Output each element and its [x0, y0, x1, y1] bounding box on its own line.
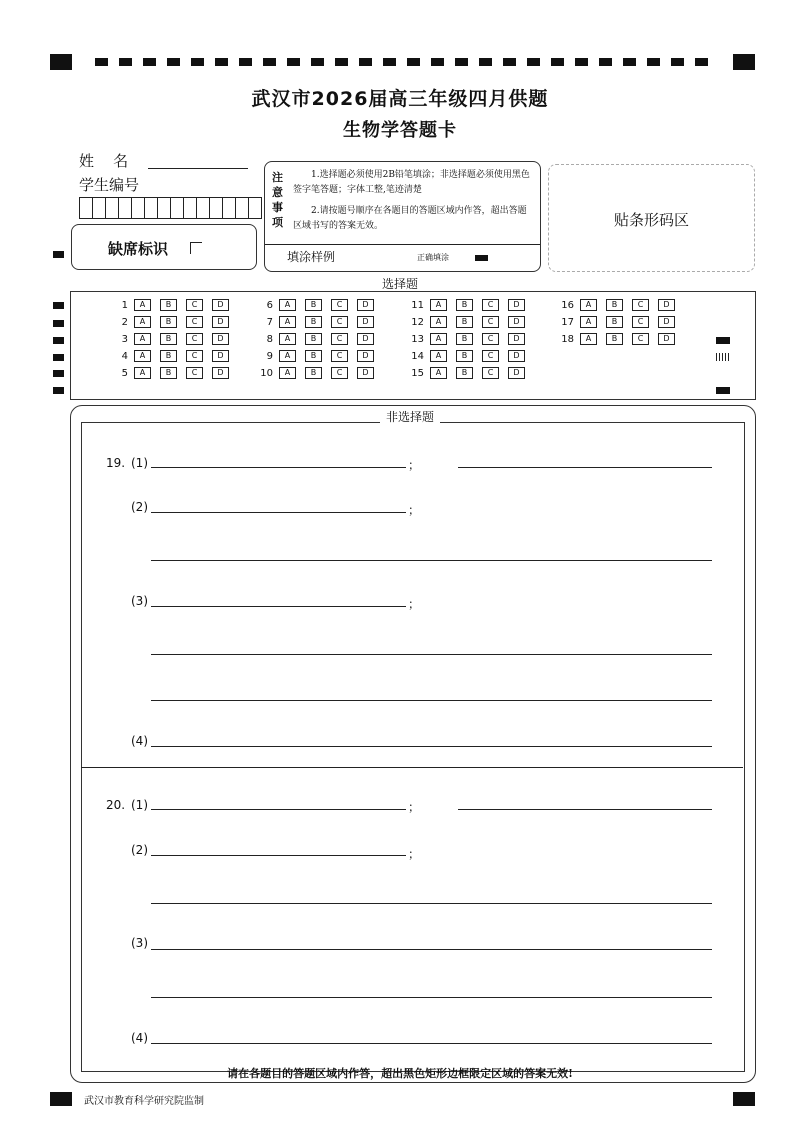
mc-option-bubble[interactable]: C [331, 333, 348, 345]
timing-mark-left [53, 387, 64, 394]
mc-question-row [406, 316, 534, 328]
timing-dash [95, 58, 108, 66]
mc-option-bubble[interactable]: C [331, 350, 348, 362]
mc-option-bubble[interactable]: B [606, 333, 623, 345]
mc-option-bubble[interactable]: C [482, 367, 499, 379]
mc-question-row [110, 367, 238, 379]
q20-part-4-answer[interactable] [151, 1043, 712, 1044]
mc-question-row [556, 299, 684, 311]
timing-dash [287, 58, 300, 66]
semicolon: ； [408, 597, 421, 611]
mc-option-bubble[interactable]: D [212, 299, 229, 311]
mc-option-bubble[interactable]: D [357, 316, 374, 328]
mc-option-bubble[interactable]: D [658, 316, 675, 328]
timing-dash [311, 58, 324, 66]
mc-question-row [110, 316, 238, 328]
q19-number: 19. [106, 456, 126, 470]
timing-dash [647, 58, 660, 66]
mc-option-bubble[interactable]: B [160, 299, 177, 311]
timing-mark-left [53, 320, 64, 327]
mc-question-number: 3 [121, 333, 128, 345]
timing-dash [455, 58, 468, 66]
mc-option-bubble[interactable]: D [658, 299, 675, 311]
timing-dash [167, 58, 180, 66]
mc-question-row [406, 367, 534, 379]
mc-option-bubble[interactable]: B [305, 299, 322, 311]
timing-dash [575, 58, 588, 66]
mc-option-bubble[interactable]: A [134, 299, 151, 311]
q19-part-1-answer-a[interactable] [151, 467, 406, 468]
timing-mark-right [716, 387, 730, 394]
mc-option-bubble[interactable]: D [508, 316, 525, 328]
timing-dash [479, 58, 492, 66]
q19-part-1-label: (1) [131, 456, 148, 470]
mc-option-bubble[interactable]: A [430, 333, 447, 345]
mc-option-bubble[interactable]: C [482, 299, 499, 311]
mc-question-row [255, 350, 383, 362]
mc-option-bubble[interactable]: C [331, 299, 348, 311]
id-digit-cell[interactable] [93, 198, 106, 218]
notice-side-label [272, 170, 286, 230]
notice-char: 意 [272, 186, 283, 199]
mc-option-bubble[interactable]: C [632, 333, 649, 345]
id-digit-cell[interactable] [132, 198, 145, 218]
mc-option-bubble[interactable]: B [160, 316, 177, 328]
id-digit-cell[interactable] [184, 198, 197, 218]
q-divider [81, 767, 743, 768]
timing-dash [695, 58, 708, 66]
timing-mark-left [53, 337, 64, 344]
mc-option-bubble[interactable]: A [279, 316, 296, 328]
correct-fill-sample [475, 255, 488, 261]
q20-number: 20. [106, 798, 126, 812]
issuer-label: 武汉市教育科学研究院监制 [84, 1096, 204, 1107]
mc-question-row [255, 299, 383, 311]
timing-dash [119, 58, 132, 66]
mc-option-bubble[interactable]: B [160, 350, 177, 362]
mc-question-number: 10 [260, 367, 273, 379]
mc-option-bubble[interactable]: B [305, 333, 322, 345]
timing-mark-bottom-right [733, 1092, 755, 1106]
mc-option-bubble[interactable]: B [456, 316, 473, 328]
id-digit-cell[interactable] [236, 198, 249, 218]
mc-option-bubble[interactable]: A [430, 350, 447, 362]
mc-question-row [406, 299, 534, 311]
student-id-grid[interactable] [79, 197, 262, 219]
mc-question-number: 9 [266, 350, 273, 362]
mc-question-row [110, 299, 238, 311]
mc-question-number: 7 [266, 316, 273, 328]
timing-mark-right [716, 337, 730, 344]
semicolon: ； [408, 800, 421, 814]
free-response-inner-box [81, 422, 745, 1072]
timing-dash [359, 58, 372, 66]
mc-option-bubble[interactable]: B [606, 299, 623, 311]
mc-question-number: 8 [266, 333, 273, 345]
timing-dash [239, 58, 252, 66]
q19-part-1-answer-b[interactable] [458, 467, 712, 468]
absent-label: 缺席标识 [108, 240, 169, 258]
mc-question-number: 5 [121, 367, 128, 379]
notice-char: 项 [272, 216, 283, 229]
mc-question-row [255, 333, 383, 345]
mc-question-number: 1 [121, 299, 128, 311]
mc-question-number: 14 [411, 350, 424, 362]
absent-mark-box [71, 224, 257, 270]
mc-option-bubble[interactable]: A [580, 299, 597, 311]
name-label: 姓 名 [79, 152, 129, 170]
q19-part-3-answer-c[interactable] [151, 700, 712, 701]
id-digit-cell[interactable] [171, 198, 184, 218]
mc-option-bubble[interactable]: D [212, 350, 229, 362]
timing-mark-top-right [733, 54, 755, 70]
mc-option-bubble[interactable]: D [508, 350, 525, 362]
mc-question-row [110, 350, 238, 362]
semicolon: ； [408, 847, 421, 861]
mc-option-bubble[interactable]: D [658, 333, 675, 345]
notice-rule-2: 2.请按题号顺序在各题目的答题区域内作答，超出答题区域书写的答案无效。 [293, 206, 527, 231]
mc-question-row [255, 316, 383, 328]
mc-question-row [110, 333, 238, 345]
mc-option-bubble[interactable]: C [186, 299, 203, 311]
q20-part-1-answer-a[interactable] [151, 809, 406, 810]
q20-part-2-answer-a[interactable] [151, 855, 406, 856]
name-field[interactable] [148, 168, 248, 169]
q20-part-2-answer-b[interactable] [151, 903, 712, 904]
subject-title: 生物学答题卡 [343, 120, 457, 141]
footer-warning: 请在各题目的答题区域内作答，超出黑色矩形边框限定区域的答案无效! [227, 1067, 573, 1080]
mc-option-bubble[interactable]: B [305, 316, 322, 328]
timing-dash [671, 58, 684, 66]
mc-question-number: 18 [561, 333, 574, 345]
timing-dash [335, 58, 348, 66]
mc-question-row [556, 333, 684, 345]
timing-dash [431, 58, 444, 66]
mc-option-bubble[interactable]: A [134, 316, 151, 328]
q19-part-4-label: (4) [131, 734, 148, 748]
id-digit-cell[interactable] [119, 198, 132, 218]
timing-mark-left [53, 354, 64, 361]
mc-option-bubble[interactable]: D [357, 367, 374, 379]
mc-option-bubble[interactable]: B [456, 367, 473, 379]
absent-checkbox[interactable] [190, 242, 202, 254]
timing-dash [503, 58, 516, 66]
mc-option-bubble[interactable]: C [632, 299, 649, 311]
mc-question-row [556, 316, 684, 328]
id-digit-cell[interactable] [223, 198, 236, 218]
mc-option-bubble[interactable]: A [279, 333, 296, 345]
mc-question-number: 4 [121, 350, 128, 362]
mc-section-title: 选择题 [381, 277, 418, 291]
mc-question-number: 15 [411, 367, 424, 379]
fill-sample-label: 填涂样例 [287, 250, 336, 264]
timing-dash [599, 58, 612, 66]
exam-title: 武汉市2026届高三年级四月供题 [251, 88, 549, 110]
mc-option-bubble[interactable]: A [279, 350, 296, 362]
semicolon: ； [408, 503, 421, 517]
q20-part-3-answer-b[interactable] [151, 997, 712, 998]
mc-option-bubble[interactable]: D [212, 333, 229, 345]
id-digit-cell[interactable] [249, 198, 261, 218]
id-digit-cell[interactable] [80, 198, 93, 218]
id-digit-cell[interactable] [106, 198, 119, 218]
mc-option-bubble[interactable]: B [456, 299, 473, 311]
mc-option-bubble[interactable]: A [134, 350, 151, 362]
timing-dash [215, 58, 228, 66]
timing-mark-left [53, 370, 64, 377]
timing-mark-top-left [50, 54, 72, 70]
mc-question-number: 11 [411, 299, 424, 311]
mc-option-bubble[interactable]: C [186, 333, 203, 345]
q20-part-1-answer-b[interactable] [458, 809, 712, 810]
mc-option-bubble[interactable]: C [482, 316, 499, 328]
barcode-label: 贴条形码区 [613, 211, 689, 229]
q20-part-3-label: (3) [131, 936, 148, 950]
mc-option-bubble[interactable]: D [357, 350, 374, 362]
q19-part-4-answer[interactable] [151, 746, 712, 747]
mc-question-number: 13 [411, 333, 424, 345]
notice-divider [265, 244, 540, 245]
id-digit-cell[interactable] [197, 198, 210, 218]
timing-dash [143, 58, 156, 66]
mc-option-bubble[interactable]: B [160, 367, 177, 379]
mc-option-bubble[interactable]: B [456, 350, 473, 362]
mc-option-bubble[interactable]: B [305, 350, 322, 362]
semicolon: ； [408, 458, 421, 472]
mc-option-bubble[interactable]: C [482, 350, 499, 362]
notice-box [264, 161, 541, 272]
mc-option-bubble[interactable]: A [430, 367, 447, 379]
mc-question-row [255, 367, 383, 379]
timing-dash [383, 58, 396, 66]
mc-question-row [406, 333, 534, 345]
mc-option-bubble[interactable]: A [580, 316, 597, 328]
mc-option-bubble[interactable]: B [305, 367, 322, 379]
mc-option-bubble[interactable]: D [212, 316, 229, 328]
mc-option-bubble[interactable]: D [212, 367, 229, 379]
mc-option-bubble[interactable]: D [357, 333, 374, 345]
mc-option-bubble[interactable]: B [160, 333, 177, 345]
mc-option-bubble[interactable]: C [331, 316, 348, 328]
timing-dash [191, 58, 204, 66]
correct-fill-label: 正确填涂 [417, 253, 449, 262]
timing-dash [623, 58, 636, 66]
mc-question-number: 12 [411, 316, 424, 328]
mc-option-bubble[interactable]: D [357, 299, 374, 311]
mc-option-bubble[interactable]: B [456, 333, 473, 345]
mc-question-number: 16 [561, 299, 574, 311]
timing-mark-left [53, 251, 64, 258]
mc-option-bubble[interactable]: B [606, 316, 623, 328]
barcode-area [548, 164, 755, 272]
q19-part-2-answer-b[interactable] [151, 560, 712, 561]
mc-option-bubble[interactable]: C [482, 333, 499, 345]
id-digit-cell[interactable] [145, 198, 158, 218]
q20-part-4-label: (4) [131, 1031, 148, 1045]
notice-char: 注 [272, 171, 283, 184]
mc-option-bubble[interactable]: C [186, 316, 203, 328]
notice-char: 事 [272, 201, 283, 214]
mc-option-bubble[interactable]: D [508, 299, 525, 311]
mc-option-bubble[interactable]: A [279, 367, 296, 379]
mc-question-number: 2 [121, 316, 128, 328]
free-section-title: 非选择题 [380, 408, 440, 425]
mc-option-bubble[interactable]: C [186, 367, 203, 379]
mc-option-bubble[interactable]: A [430, 299, 447, 311]
q19-part-3-answer-b[interactable] [151, 654, 712, 655]
mc-option-bubble[interactable]: C [331, 367, 348, 379]
mc-option-bubble[interactable]: A [580, 333, 597, 345]
mc-question-number: 6 [266, 299, 273, 311]
timing-dash [407, 58, 420, 66]
timing-mark-left [53, 302, 64, 309]
q19-part-3-answer-a[interactable] [151, 606, 406, 607]
mc-option-bubble[interactable]: A [430, 316, 447, 328]
q19-part-2-answer-a[interactable] [151, 512, 406, 513]
timing-mark-bottom-left [50, 1092, 72, 1106]
q19-part-3-label: (3) [131, 594, 148, 608]
mc-option-bubble[interactable]: A [279, 299, 296, 311]
mc-option-bubble[interactable]: C [632, 316, 649, 328]
timing-pattern-right [716, 353, 730, 361]
timing-dash [263, 58, 276, 66]
id-digit-cell[interactable] [210, 198, 223, 218]
mc-question-number: 17 [561, 316, 574, 328]
mc-option-bubble[interactable]: C [186, 350, 203, 362]
mc-option-bubble[interactable]: A [134, 367, 151, 379]
q19-part-2-label: (2) [131, 500, 148, 514]
q20-part-1-label: (1) [131, 798, 148, 812]
id-digit-cell[interactable] [158, 198, 171, 218]
student-id-label: 学生编号 [79, 176, 140, 194]
timing-dash [551, 58, 564, 66]
q20-part-3-answer-a[interactable] [151, 949, 712, 950]
q20-part-2-label: (2) [131, 843, 148, 857]
mc-option-bubble[interactable]: A [134, 333, 151, 345]
timing-dash [527, 58, 540, 66]
mc-question-row [406, 350, 534, 362]
mc-option-bubble[interactable]: D [508, 367, 525, 379]
mc-option-bubble[interactable]: D [508, 333, 525, 345]
notice-rule-1: 1.选择题必须使用2B铅笔填涂；非选择题必须使用黑色签字笔答题；字体工整,笔迹清楚 [293, 170, 530, 195]
